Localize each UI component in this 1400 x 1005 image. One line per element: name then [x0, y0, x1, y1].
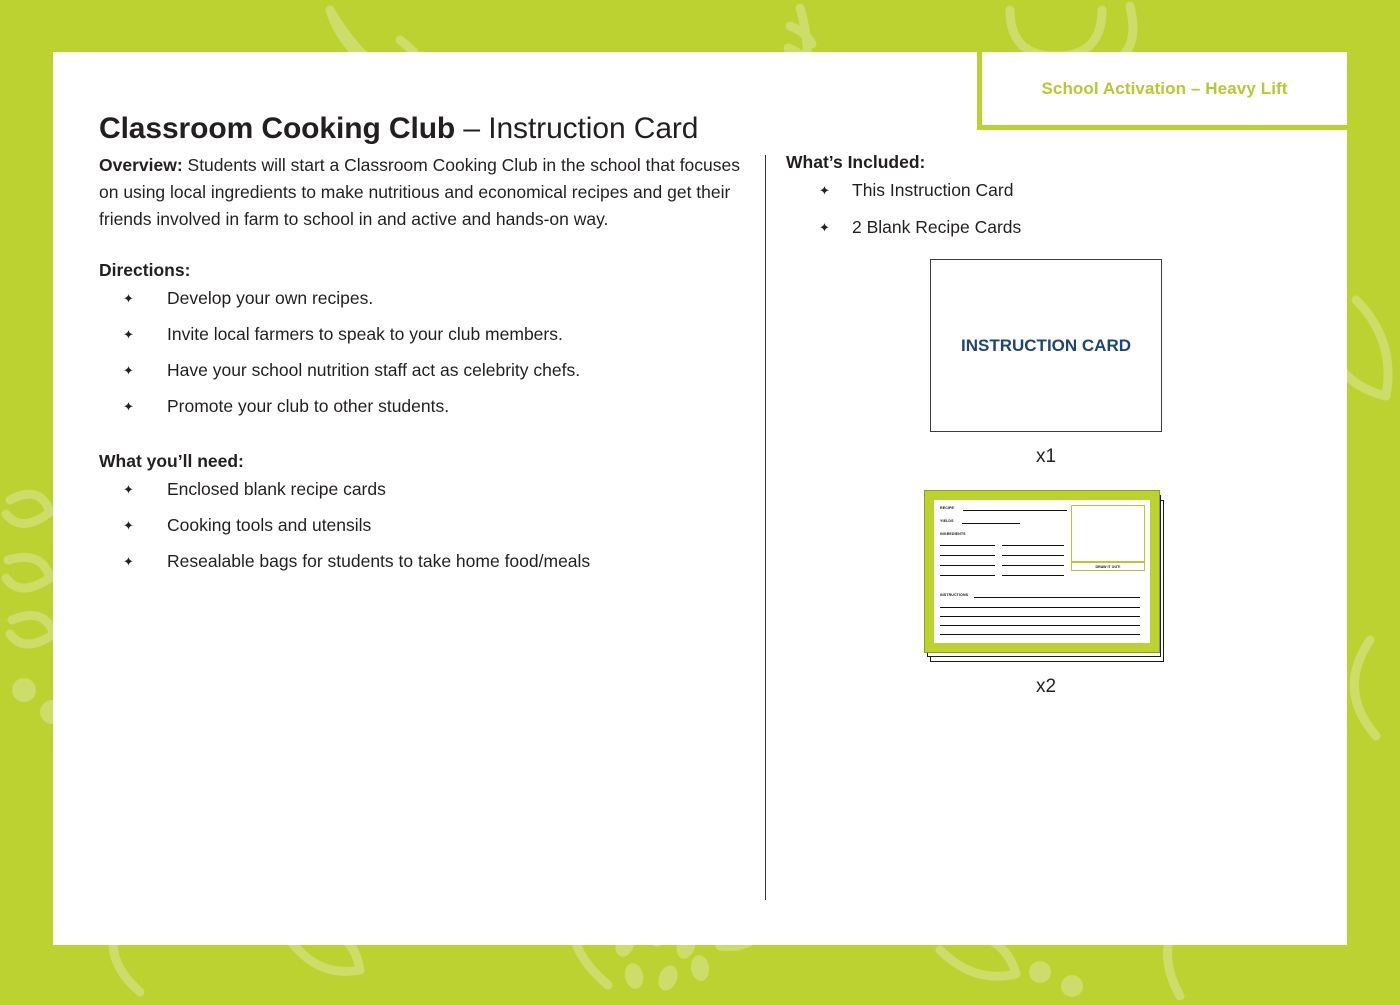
rule: [940, 545, 995, 546]
rule: [940, 625, 1140, 626]
column-divider: [765, 155, 766, 900]
page-card: [53, 52, 1347, 945]
draw-it-out-caption: DRAW IT OUT!: [1071, 562, 1145, 571]
directions-heading: Directions:: [99, 260, 191, 280]
thumbnail-gallery: [786, 259, 1306, 698]
right-column: [786, 152, 1306, 253]
page-title: [99, 112, 698, 146]
page-title-light: – Instruction Card: [455, 112, 699, 146]
what-you-need-heading: What you’ll need:: [99, 451, 244, 471]
page-title-strong: Classroom Cooking Club: [99, 112, 456, 146]
list-item: [99, 323, 759, 346]
overview-text: Students will start a Classroom Cooking Club in the school that focuses on using local ingredients to make nutritious and economical recipes and get their friends involved in farm to school in and active and hands-on way.: [99, 155, 741, 229]
bullet-icon: ✦: [123, 554, 134, 569]
ingredients-field-label: INGREDIENTS: [940, 532, 966, 536]
list-item-label: 2 Blank Recipe Cards: [852, 217, 1022, 237]
activation-banner: [977, 52, 1347, 130]
whats-included-heading: What’s Included:: [786, 152, 926, 172]
list-item-label: Cooking tools and utensils: [167, 515, 372, 535]
bullet-icon: ✦: [123, 399, 134, 414]
list-item: [99, 359, 759, 382]
recipe-card-thumbnail-block: [786, 490, 1306, 698]
bullet-icon: ✦: [123, 518, 134, 533]
instruction-card-quantity: x1: [1035, 446, 1057, 467]
rule: [1002, 555, 1064, 556]
left-column: [99, 152, 759, 586]
bullet-icon: ✦: [123, 327, 134, 342]
rule: [940, 565, 995, 566]
rule: [1002, 545, 1064, 546]
list-item-label: Have your school nutrition staff act as celebrity chefs.: [167, 360, 581, 380]
list-item: [99, 514, 759, 537]
list-item: [786, 216, 1306, 239]
instruction-card-thumbnail-block: [786, 259, 1306, 468]
whats-included-list: [786, 179, 1306, 239]
draw-it-out-box: [1071, 505, 1145, 562]
list-item-label: This Instruction Card: [852, 180, 1014, 200]
what-you-need-list: [99, 478, 759, 573]
spacer: [786, 468, 1306, 490]
recipe-card-quantity: x2: [1035, 676, 1057, 697]
directions-list: [99, 287, 759, 418]
recipe-card-inner: [934, 500, 1150, 643]
list-item-label: Enclosed blank recipe cards: [167, 479, 386, 499]
list-item: [99, 395, 759, 418]
rule: [962, 523, 1020, 524]
bullet-icon: ✦: [123, 291, 134, 306]
rule: [1002, 565, 1064, 566]
rule: [1002, 575, 1064, 576]
list-item: [99, 287, 759, 310]
recipe-field-label: RECIPE: [940, 506, 954, 510]
instruction-card-thumbnail: [930, 259, 1162, 432]
recipe-card-thumbnail: [924, 490, 1168, 662]
bullet-icon: ✦: [123, 363, 134, 378]
instructions-field-label: INSTRUCTIONS: [940, 593, 969, 597]
bullet-icon: ✦: [123, 482, 134, 497]
activation-banner-label: School Activation – Heavy Lift: [1041, 78, 1288, 98]
rule: [963, 510, 1067, 511]
rule: [940, 607, 1140, 608]
bullet-icon: ✦: [819, 183, 830, 198]
instruction-card-thumbnail-label: INSTRUCTION CARD: [961, 335, 1131, 355]
spacer: [99, 431, 759, 451]
rule: [940, 634, 1140, 635]
overview-paragraph: [99, 152, 749, 233]
list-item: [99, 550, 759, 573]
overview-label: Overview:: [99, 155, 183, 175]
bullet-icon: ✦: [819, 220, 830, 235]
spacer: [99, 233, 759, 260]
rule: [974, 597, 1140, 598]
list-item-label: Develop your own recipes.: [167, 288, 374, 308]
yields-field-label: YIELDS: [940, 519, 954, 523]
list-item: [99, 478, 759, 501]
rule: [940, 555, 995, 556]
list-item: [786, 179, 1306, 202]
recipe-card-face: [924, 490, 1160, 653]
list-item-label: Resealable bags for students to take home food/meals: [167, 551, 591, 571]
list-item-label: Promote your club to other students.: [167, 396, 450, 416]
list-item-label: Invite local farmers to speak to your club members.: [167, 324, 563, 344]
rule: [940, 616, 1140, 617]
rule: [940, 575, 995, 576]
